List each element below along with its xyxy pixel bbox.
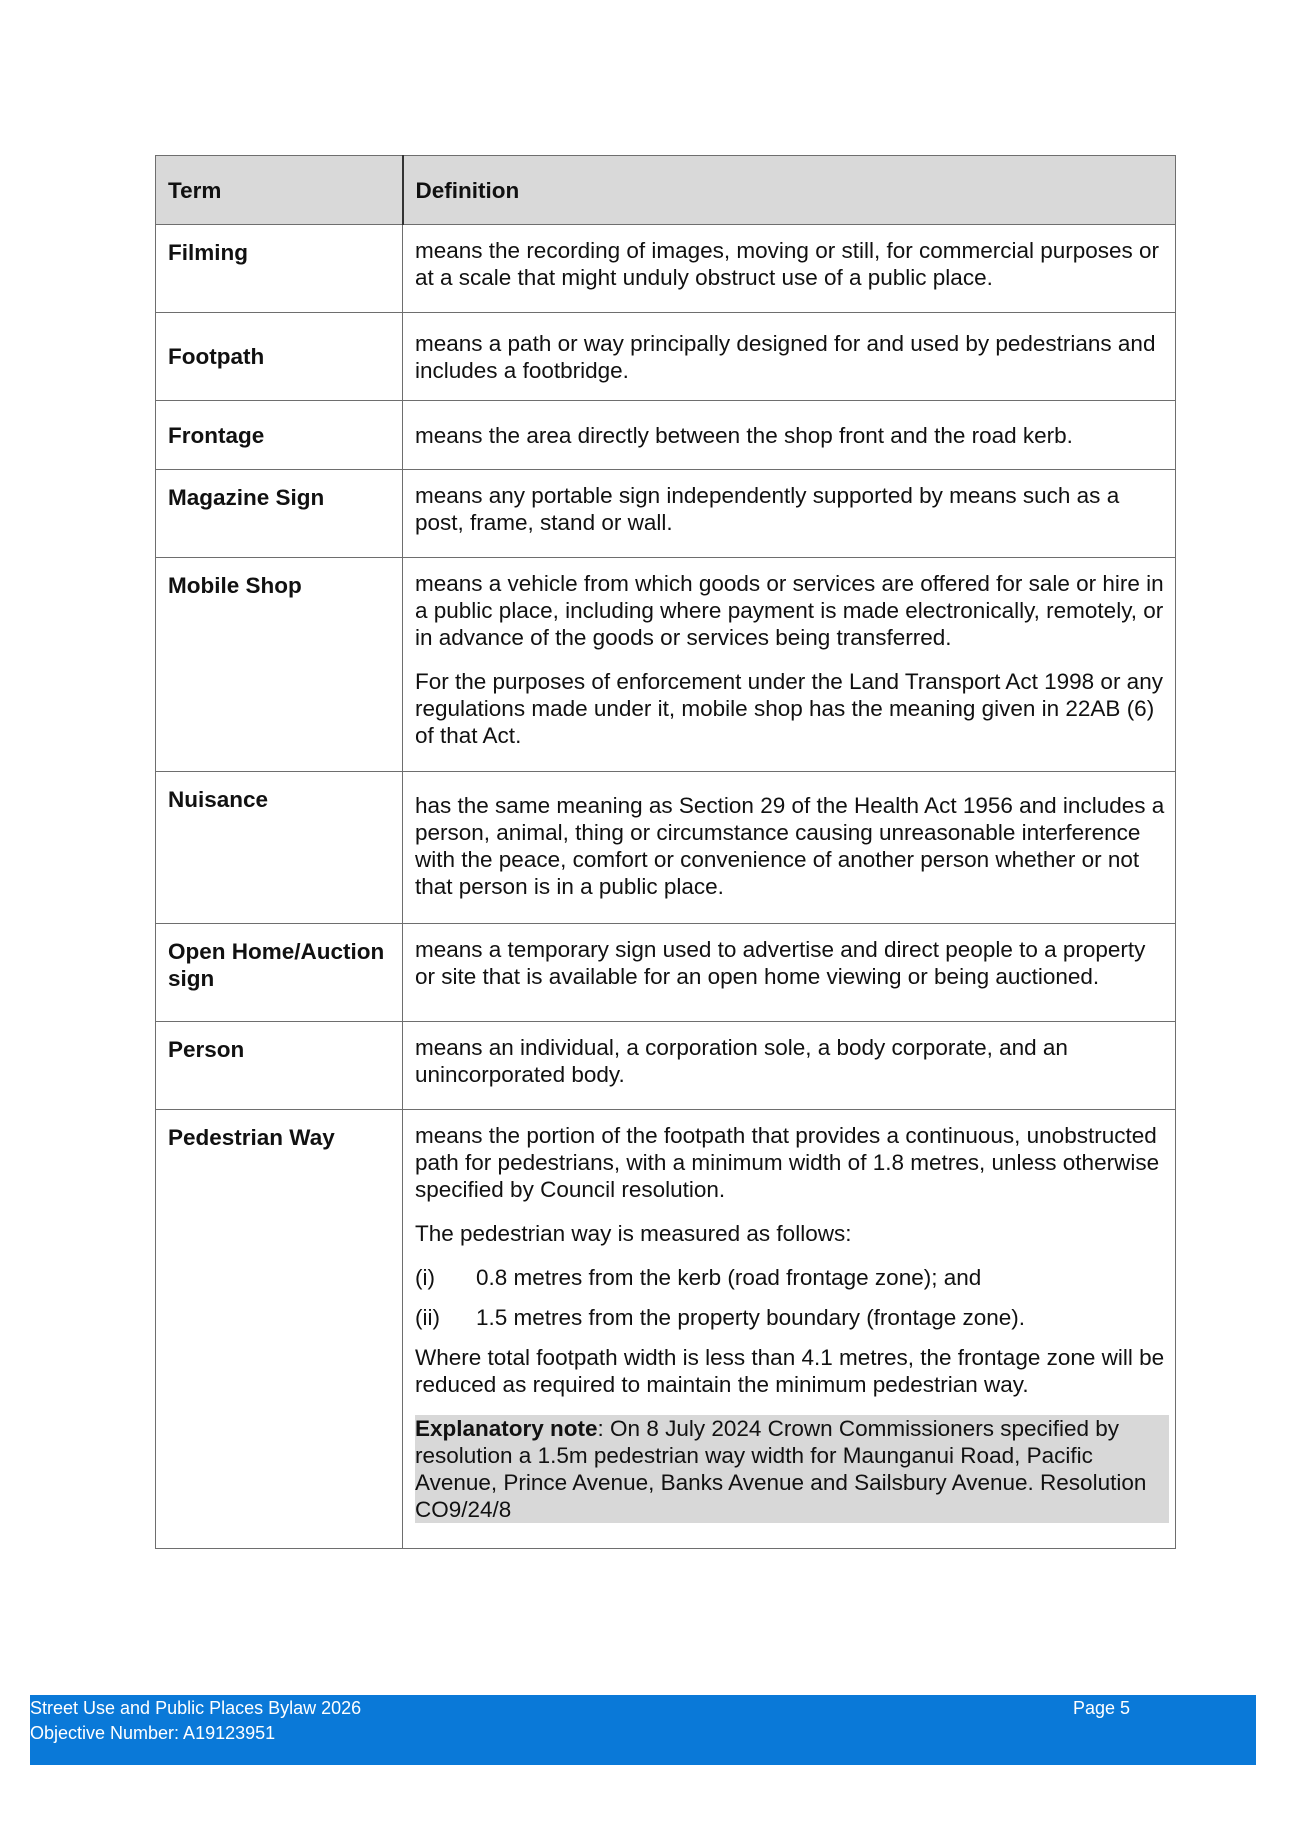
- definition-cell: [403, 470, 1176, 558]
- definition-cell: [403, 1022, 1176, 1110]
- table-row: [156, 313, 1176, 401]
- page-number: Page 5: [1073, 1698, 1131, 1718]
- list-item-number: (i): [415, 1265, 435, 1290]
- definition-text: means the recording of images, moving or still, for commercial purposes or at a scale that might unduly obstruct use of a public place.: [415, 238, 1160, 290]
- term-column-header: Term: [156, 156, 403, 225]
- term-cell: Pedestrian Way: [156, 1110, 403, 1549]
- definition-cell: [403, 924, 1176, 1022]
- table-row: [156, 1022, 1176, 1110]
- table-header-row: [156, 156, 1176, 225]
- definition-text: The pedestrian way is measured as follows:: [415, 1221, 852, 1246]
- definition-text: has the same meaning as Section 29 of the Health Act 1956 and includes a person, animal, thing or circumstance causing unreasonable interference with the peace, comfort or convenience of another person whether or not that person is in a public place.: [415, 793, 1165, 899]
- term-cell: Frontage: [156, 401, 403, 470]
- definition-cell: [403, 401, 1176, 470]
- definition-text: means the portion of the footpath that provides a continuous, unobstructed path for pedestrians, with a minimum width of 1.8 metres, unless otherwise specified by Council resolution.: [415, 1123, 1160, 1202]
- footer-left: [30, 1696, 361, 1746]
- list-item: [415, 1304, 1169, 1331]
- table-row: [156, 1110, 1176, 1549]
- objective-number: Objective Number: A19123951: [30, 1723, 276, 1743]
- definition-text: means a path or way principally designed for and used by pedestrians and includes a footbridge.: [415, 330, 1156, 383]
- definitions-table: [155, 155, 1176, 1549]
- table-row: [156, 401, 1176, 470]
- term-cell: Nuisance: [156, 772, 403, 924]
- list-item-number: (ii): [415, 1305, 440, 1330]
- table-row: [156, 470, 1176, 558]
- definition-column-header: Definition: [403, 156, 1176, 225]
- term-cell: Mobile Shop: [156, 558, 403, 772]
- definition-text: For the purposes of enforcement under the Land Transport Act 1998 or any regulations made under it, mobile shop has the meaning given in 22AB (6) of that Act.: [415, 669, 1163, 748]
- note-label: Explanatory note: [415, 1416, 598, 1441]
- page-footer: [30, 1695, 1256, 1765]
- note-text: : On 8 July 2024 Crown Commissioners specified by resolution a 1.5m pedestrian way width for Maunganui Road, Pacific Avenue, Prince Avenue, Banks Avenue and Sailsbury Avenue. Resolution CO9/24/8: [415, 1416, 1147, 1522]
- definition-text: means a temporary sign used to advertise and direct people to a property or site that is available for an open home viewing or being auctioned.: [415, 937, 1146, 989]
- table-row: [156, 225, 1176, 313]
- table-row: [156, 924, 1176, 1022]
- list-item-text: 0.8 metres from the kerb (road frontage zone); and: [476, 1265, 982, 1290]
- explanatory-note: [415, 1415, 1169, 1523]
- definition-text: means the area directly between the shop front and the road kerb.: [415, 422, 1073, 448]
- definition-cell: [403, 313, 1176, 401]
- definition-text: means an individual, a corporation sole, a body corporate, and an unincorporated body.: [415, 1035, 1068, 1087]
- term-cell: Open Home/Auction sign: [156, 924, 403, 1022]
- table-row: [156, 558, 1176, 772]
- list-item-text: 1.5 metres from the property boundary (frontage zone).: [476, 1305, 1026, 1330]
- definition-cell: [403, 772, 1176, 924]
- term-cell: Filming: [156, 225, 403, 313]
- table-row: [156, 772, 1176, 924]
- definition-text: means a vehicle from which goods or services are offered for sale or hire in a public place, including where payment is made electronically, remotely, or in advance of the goods or services being transferred.: [415, 571, 1164, 650]
- definition-cell: [403, 225, 1176, 313]
- definition-cell: [403, 558, 1176, 772]
- term-cell: Footpath: [156, 313, 403, 401]
- definition-text: Where total footpath width is less than 4.1 metres, the frontage zone will be reduced as required to maintain the minimum pedestrian way.: [415, 1345, 1165, 1397]
- document-title: Street Use and Public Places Bylaw 2026: [30, 1698, 362, 1718]
- list-item: [415, 1264, 1169, 1291]
- term-cell: Magazine Sign: [156, 470, 403, 558]
- term-cell: Person: [156, 1022, 403, 1110]
- definition-cell: [403, 1110, 1176, 1549]
- definition-text: means any portable sign independently supported by means such as a post, frame, stand or wall.: [415, 483, 1120, 535]
